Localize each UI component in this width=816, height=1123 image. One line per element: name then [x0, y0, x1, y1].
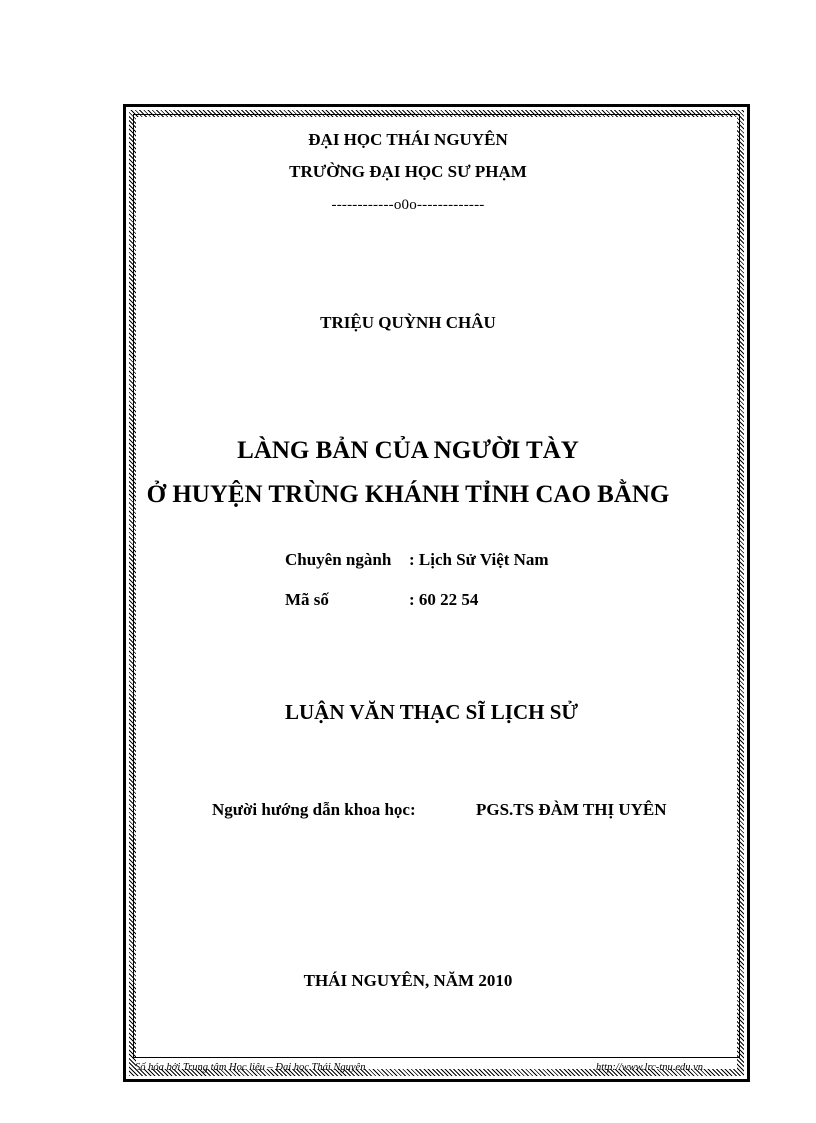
thesis-title-line-1: LÀNG BẢN CỦA NGƯỜI TÀY [237, 437, 579, 464]
thesis-title-line-2: Ở HUYỆN TRÙNG KHÁNH TỈNH CAO BẰNG [146, 481, 670, 508]
code-label: Mã số [285, 590, 329, 609]
specialization-value: : Lịch Sử Việt Nam [409, 550, 549, 569]
university-name: ĐẠI HỌC THÁI NGUYÊN [308, 130, 508, 149]
specialization-label: Chuyên ngành [285, 550, 392, 569]
divider-ornament: ------------o0o------------- [331, 197, 485, 213]
inner-border [133, 114, 740, 1058]
supervisor-label: Người hướng dẫn khoa học: [212, 800, 416, 819]
supervisor-name: PGS.TS ĐÀM THỊ UYÊN [476, 800, 667, 819]
school-name: TRƯỜNG ĐẠI HỌC SƯ PHẠM [289, 162, 527, 181]
footer-url-link[interactable]: http://www.lrc-tnu.edu.vn [596, 1062, 704, 1073]
footer-digitized-by: Số hóa bởi Trung tâm Học liệu – Đại học Thái Nguyên [135, 1062, 366, 1073]
code-value: : 60 22 54 [409, 590, 479, 609]
place-and-year: THÁI NGUYÊN, NĂM 2010 [303, 971, 513, 990]
degree-type: LUẬN VĂN THẠC SĨ LỊCH SỬ [285, 700, 579, 724]
author-name: TRIỆU QUỲNH CHÂU [320, 313, 496, 332]
